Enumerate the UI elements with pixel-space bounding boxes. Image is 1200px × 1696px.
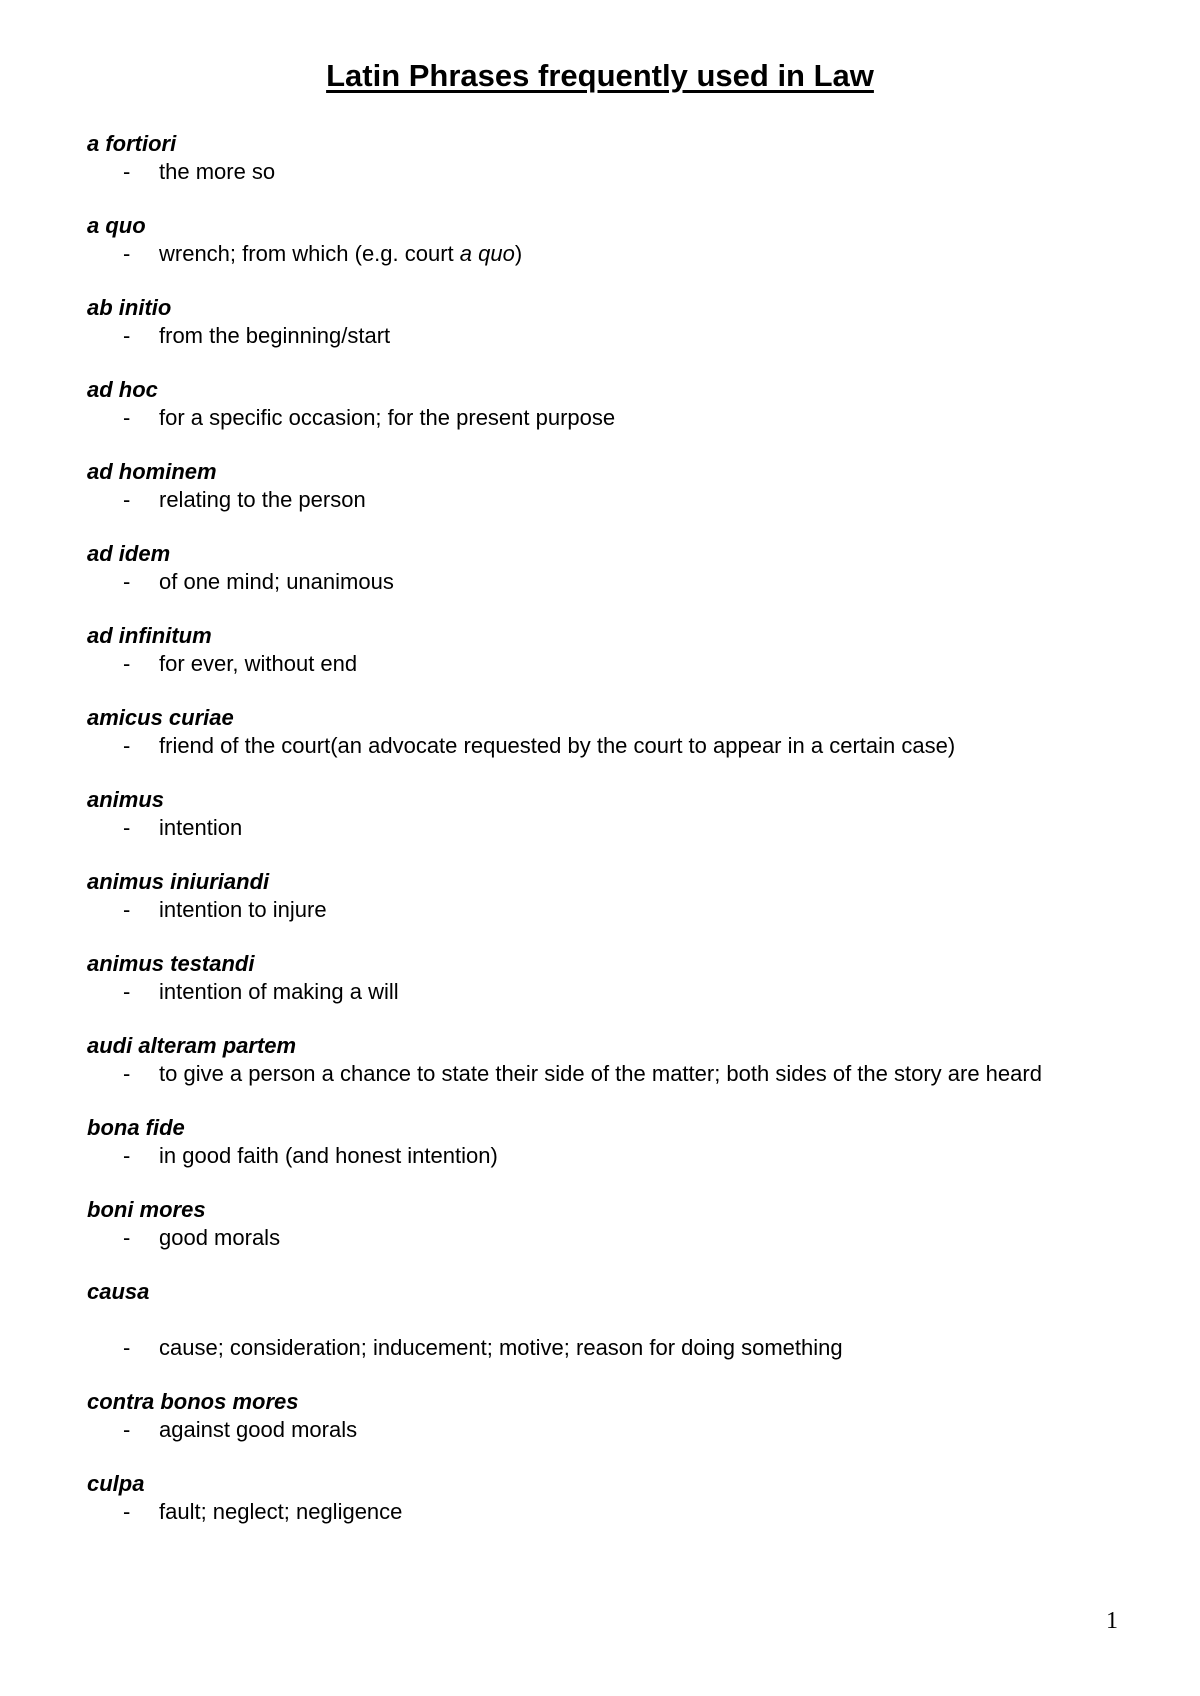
term-definition bbox=[87, 158, 1117, 186]
latin-term: ad hominem bbox=[87, 459, 217, 484]
definition-text: the more so bbox=[159, 159, 276, 184]
glossary-entry bbox=[87, 1278, 1117, 1362]
term-definition bbox=[87, 486, 1117, 514]
latin-term: contra bonos mores bbox=[87, 1389, 299, 1414]
dash-bullet: - bbox=[123, 159, 131, 184]
latin-term: boni mores bbox=[87, 1197, 206, 1222]
term-definition bbox=[87, 404, 1117, 432]
term-definition bbox=[87, 1498, 1117, 1526]
glossary-entry bbox=[87, 130, 1117, 186]
definition-text: intention to injure bbox=[159, 897, 327, 922]
definition-text: intention bbox=[159, 815, 243, 840]
dash-bullet: - bbox=[123, 1225, 131, 1250]
glossary-entry bbox=[87, 1032, 1117, 1088]
term-definition bbox=[87, 732, 1117, 760]
glossary-entry bbox=[87, 1114, 1117, 1170]
glossary-entry bbox=[87, 1388, 1117, 1444]
glossary-entry bbox=[87, 1196, 1117, 1252]
definition-text: to give a person a chance to state their side of the matter; both sides of the story are heard bbox=[159, 1061, 1042, 1086]
dash-bullet: - bbox=[123, 733, 131, 758]
latin-term: a fortiori bbox=[87, 131, 177, 156]
definition-text: ) bbox=[514, 241, 523, 266]
glossary-entry bbox=[87, 868, 1117, 924]
glossary-entry bbox=[87, 540, 1117, 596]
dash-bullet: - bbox=[123, 1417, 131, 1442]
latin-term: causa bbox=[87, 1279, 150, 1304]
glossary-entry bbox=[87, 376, 1117, 432]
dash-bullet: - bbox=[123, 979, 131, 1004]
glossary-entry bbox=[87, 622, 1117, 678]
latin-term: ad infinitum bbox=[87, 623, 212, 648]
term-definition bbox=[87, 978, 1117, 1006]
term-definition bbox=[87, 1060, 1117, 1088]
term-definition bbox=[87, 650, 1117, 678]
dash-bullet: - bbox=[123, 1499, 131, 1524]
latin-term: animus iniuriandi bbox=[87, 869, 270, 894]
definition-text: for a specific occasion; for the present purpose bbox=[159, 405, 616, 430]
dash-bullet: - bbox=[123, 1061, 131, 1086]
latin-term: ab initio bbox=[87, 295, 172, 320]
glossary-entry bbox=[87, 950, 1117, 1006]
latin-term: audi alteram partem bbox=[87, 1033, 297, 1058]
latin-term: culpa bbox=[87, 1471, 145, 1496]
dash-bullet: - bbox=[123, 405, 131, 430]
glossary-entry bbox=[87, 704, 1117, 760]
page-number: 1 bbox=[1106, 1608, 1118, 1634]
glossary-entry bbox=[87, 458, 1117, 514]
glossary-entry bbox=[87, 1470, 1117, 1526]
definition-italic-term: a quo bbox=[459, 241, 515, 266]
dash-bullet: - bbox=[123, 815, 131, 840]
term-definition bbox=[87, 1416, 1117, 1444]
definition-text: against good morals bbox=[159, 1417, 358, 1442]
term-definition bbox=[87, 814, 1117, 842]
latin-term: animus testandi bbox=[87, 951, 255, 976]
definition-text: relating to the person bbox=[159, 487, 366, 512]
latin-term: amicus curiae bbox=[87, 705, 234, 730]
definition-text: of one mind; unanimous bbox=[159, 569, 394, 594]
dash-bullet: - bbox=[123, 323, 131, 348]
term-definition bbox=[87, 568, 1117, 596]
glossary-list bbox=[87, 130, 1117, 1552]
dash-bullet: - bbox=[123, 1335, 131, 1360]
glossary-entry bbox=[87, 212, 1117, 268]
term-definition bbox=[87, 322, 1117, 350]
definition-text: good morals bbox=[159, 1225, 281, 1250]
definition-text: wrench; from which (e.g. court bbox=[159, 241, 460, 266]
document-title: Latin Phrases frequently used in Law bbox=[326, 58, 874, 93]
term-definition bbox=[87, 1142, 1117, 1170]
latin-term: ad hoc bbox=[87, 377, 158, 402]
latin-term: bona fide bbox=[87, 1115, 185, 1140]
definition-text: fault; neglect; negligence bbox=[159, 1499, 403, 1524]
definition-text: friend of the court(an advocate requested by the court to appear in a certain case) bbox=[159, 733, 956, 758]
latin-term: ad idem bbox=[87, 541, 171, 566]
term-definition bbox=[87, 1224, 1117, 1252]
dash-bullet: - bbox=[123, 241, 131, 266]
definition-text: from the beginning/start bbox=[159, 323, 391, 348]
dash-bullet: - bbox=[123, 487, 131, 512]
term-definition bbox=[87, 240, 1117, 268]
definition-text: intention of making a will bbox=[159, 979, 399, 1004]
dash-bullet: - bbox=[123, 569, 131, 594]
term-definition bbox=[87, 1334, 1117, 1362]
latin-term: animus bbox=[87, 787, 165, 812]
glossary-entry bbox=[87, 786, 1117, 842]
dash-bullet: - bbox=[123, 897, 131, 922]
definition-text: in good faith (and honest intention) bbox=[159, 1143, 498, 1168]
term-definition bbox=[87, 896, 1117, 924]
definition-text: cause; consideration; inducement; motive; reason for doing something bbox=[159, 1335, 843, 1360]
dash-bullet: - bbox=[123, 651, 131, 676]
glossary-entry bbox=[87, 294, 1117, 350]
latin-term: a quo bbox=[87, 213, 146, 238]
definition-text: for ever, without end bbox=[159, 651, 358, 676]
dash-bullet: - bbox=[123, 1143, 131, 1168]
